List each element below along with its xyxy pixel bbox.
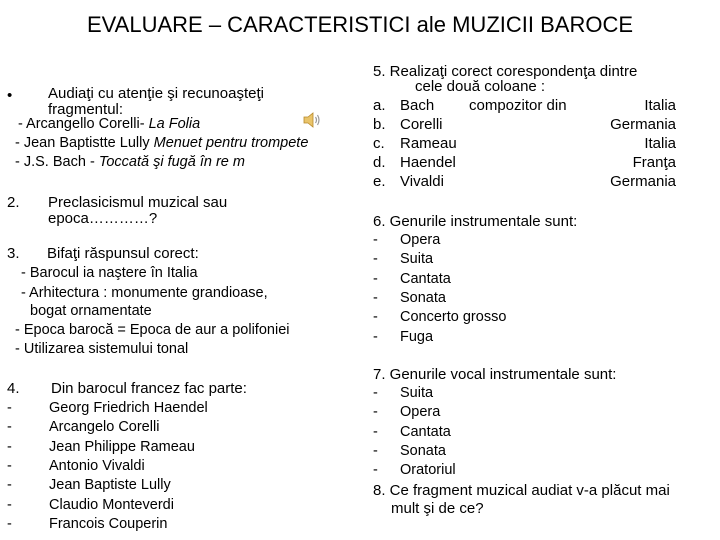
list-dash: -: [373, 385, 378, 401]
list-item: Cantata: [400, 270, 451, 287]
q2-line2: epoca…………?: [48, 210, 158, 227]
list-dash: -: [7, 515, 12, 532]
bullet: •: [7, 87, 13, 104]
q2-number: 2.: [7, 194, 20, 211]
list-item: Opera: [400, 404, 441, 421]
q3-item: - Utilizarea sistemului tonal: [15, 341, 189, 357]
speaker-icon[interactable]: [302, 110, 322, 130]
q1-line1: Audiaţi cu atenţie şi recunoaşteţi: [48, 85, 264, 102]
list-item: Oratoriul: [400, 462, 456, 479]
row-composer: Bach: [400, 97, 435, 114]
q1-item: - Jean Baptistte Lully Menuet pentru trompete: [15, 135, 309, 151]
list-dash: -: [7, 438, 12, 455]
row-letter: a.: [373, 97, 386, 114]
q6-heading: 6. Genurile instrumentale sunt:: [373, 213, 578, 230]
row-letter: b.: [373, 116, 386, 133]
list-item: Claudio Monteverdi: [49, 496, 174, 513]
q8-line1: 8. Ce fragment muzical audiat v-a plăcut mai: [373, 482, 670, 499]
row-country: Italia: [644, 97, 676, 114]
list-dash: -: [373, 289, 378, 306]
list-item: Suita: [400, 251, 434, 268]
row-extra: compozitor din: [469, 97, 567, 114]
q1-item: - J.S. Bach - Toccată şi fugă în re m: [15, 154, 245, 170]
list-dash: -: [373, 442, 378, 459]
q4-heading: Din barocul francez fac parte:: [51, 380, 247, 397]
row-composer: Haendel: [400, 154, 456, 171]
q1-line2: fragmentul:: [48, 101, 124, 118]
row-letter: c.: [373, 135, 385, 152]
list-item: Jean Baptiste Lully: [49, 477, 171, 494]
list-item: Jean Philippe Rameau: [49, 438, 195, 455]
list-dash: -: [373, 232, 378, 248]
row-letter: e.: [373, 173, 386, 190]
row-letter: d.: [373, 154, 386, 171]
q5-line2: cele două coloane :: [415, 78, 546, 95]
list-dash: -: [7, 496, 12, 513]
q1-item: - Arcangello Corelli- La Folia: [18, 116, 201, 132]
row-country: Franţa: [632, 154, 676, 171]
q7-heading: 7. Genurile vocal instrumentale sunt:: [373, 366, 617, 383]
q8-line2: mult şi de ce?: [391, 500, 484, 517]
row-country: Italia: [644, 135, 676, 152]
q3-heading: Bifaţi răspunsul corect:: [47, 245, 199, 262]
list-item: Concerto grosso: [400, 309, 507, 326]
row-composer: Corelli: [400, 116, 443, 133]
list-dash: -: [373, 462, 378, 479]
q3-number: 3.: [7, 245, 20, 262]
q4-number: 4.: [7, 380, 20, 397]
row-country: Germania: [610, 173, 676, 190]
page-title: EVALUARE – CARACTERISTICI ale MUZICII BAROCE: [86, 12, 634, 37]
list-dash: -: [373, 423, 378, 440]
row-composer: Rameau: [400, 135, 457, 152]
list-dash: -: [373, 270, 378, 287]
list-item: Suita: [400, 385, 434, 401]
list-item: Fuga: [400, 328, 434, 345]
q3-item: - Barocul ia naştere în Italia: [21, 265, 198, 281]
q3-item: - Arhitectura : monumente grandioase,: [21, 285, 268, 301]
list-item: Arcangelo Corelli: [49, 419, 160, 436]
list-dash: -: [7, 400, 12, 416]
list-dash: -: [373, 404, 378, 421]
q2-line1: Preclasicismul muzical sau: [48, 194, 228, 211]
list-item: Opera: [400, 232, 441, 248]
list-dash: -: [7, 419, 12, 436]
list-dash: -: [373, 309, 378, 326]
row-composer: Vivaldi: [400, 173, 444, 190]
list-item: Sonata: [400, 289, 446, 306]
list-item: Antonio Vivaldi: [49, 457, 145, 474]
list-dash: -: [7, 477, 12, 494]
list-dash: -: [373, 328, 378, 345]
list-item: Georg Friedrich Haendel: [49, 400, 208, 416]
list-item: Francois Couperin: [49, 515, 168, 532]
list-item: Cantata: [400, 423, 451, 440]
q5-line1: 5. Realizaţi corect corespondenţa dintre: [373, 63, 638, 80]
list-dash: -: [7, 457, 12, 474]
q3-item: bogat ornamentate: [30, 303, 152, 319]
list-dash: -: [373, 251, 378, 268]
q3-item: - Epoca barocă = Epoca de aur a polifoniei: [15, 322, 290, 338]
row-country: Germania: [610, 116, 676, 133]
list-item: Sonata: [400, 442, 446, 459]
